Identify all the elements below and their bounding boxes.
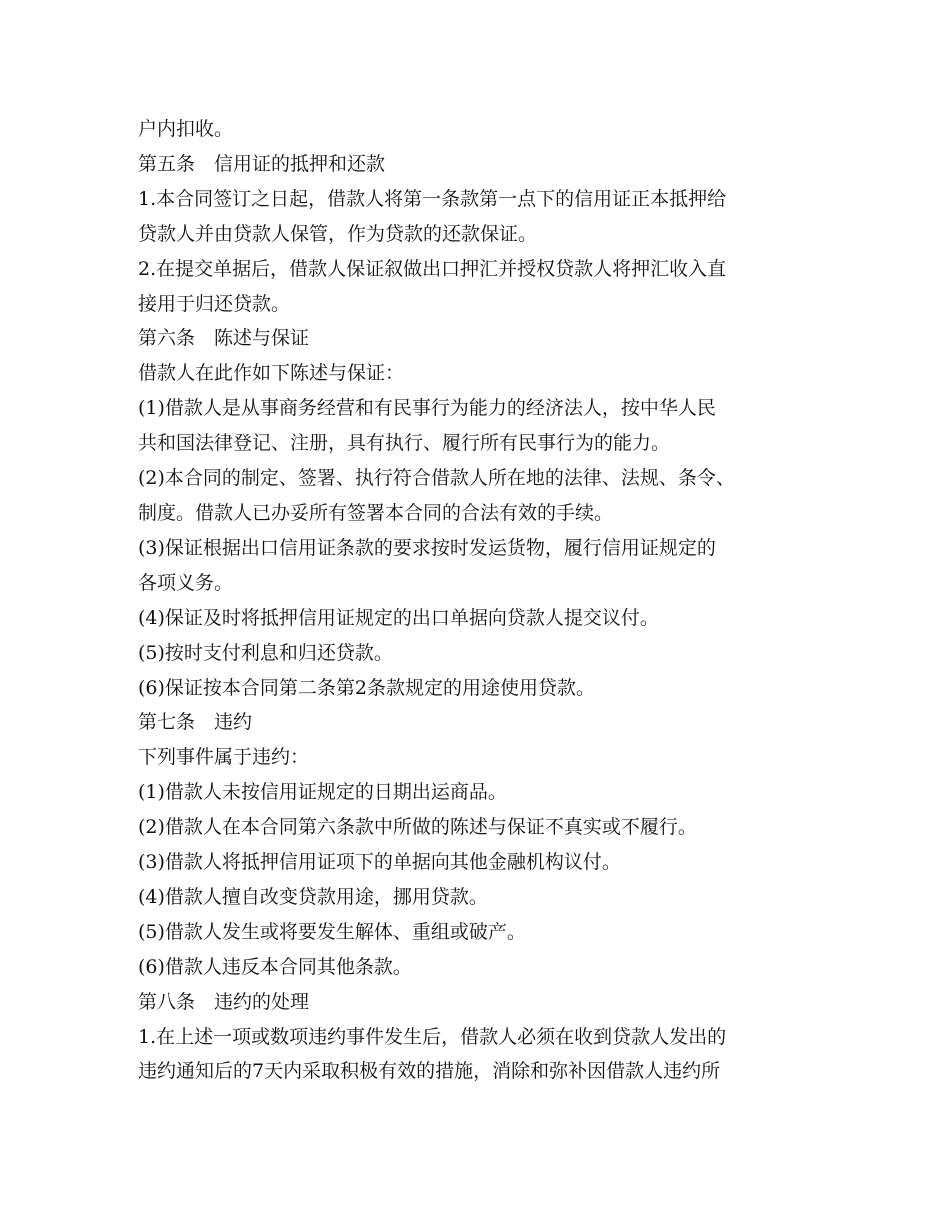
text-line: (3)借款人将抵押信用证项下的单据向其他金融机构议付。 [138, 851, 621, 874]
article-heading: 第六条 陈述与保证 [138, 327, 310, 350]
text-line: (5)按时支付利息和归还贷款。 [138, 641, 393, 664]
article-heading: 第七条 违约 [138, 711, 253, 734]
text-line: 接用于归还贷款。 [138, 292, 291, 315]
text-line: 贷款人并由贷款人保管，作为贷款的还款保证。 [138, 222, 538, 245]
text-line: 借款人在此作如下陈述与保证： [138, 362, 405, 385]
text-line: (4)借款人擅自改变贷款用途，挪用贷款。 [138, 885, 488, 908]
text-line: (3)保证根据出口信用证条款的要求按时发运货物，履行信用证规定的 [138, 536, 716, 559]
text-line: (2)借款人在本合同第六条款中所做的陈述与保证不真实或不履行。 [138, 816, 697, 839]
text-line: (5)借款人发生或将要发生解体、重组或破产。 [138, 920, 526, 943]
text-line: 1.在上述一项或数项违约事件发生后，借款人必须在收到贷款人发出的 [138, 1025, 727, 1048]
text-line: (4)保证及时将抵押信用证规定的出口单据向贷款人提交议付。 [138, 606, 659, 629]
text-line: 下列事件属于违约： [138, 746, 310, 769]
document-body [138, 112, 828, 1089]
article-heading: 第五条 信用证的抵押和还款 [138, 152, 386, 175]
text-line: (1)借款人未按信用证规定的日期出运商品。 [138, 781, 507, 804]
text-line: 户内扣收。 [138, 118, 234, 140]
text-line: 违约通知后的7天内采取积极有效的措施，消除和弥补因借款人违约所 [138, 1060, 721, 1083]
text-line: 1.本合同签订之日起，借款人将第一条款第一点下的信用证正本抵押给 [138, 187, 727, 210]
article-heading: 第八条 违约的处理 [138, 990, 310, 1013]
text-line: 2.在提交单据后，借款人保证叙做出口押汇并授权贷款人将押汇收入直 [138, 257, 727, 280]
text-line: (6)借款人违反本合同其他条款。 [138, 955, 412, 978]
text-line: 共和国法律登记、注册，具有执行、履行所有民事行为的能力。 [138, 432, 671, 455]
text-line: (2)本合同的制定、签署、执行符合借款人所在地的法律、法规、条令、 [138, 467, 735, 490]
text-line: 各项义务。 [138, 571, 234, 594]
text-line: (6)保证按本合同第二条第2条款规定的用途使用贷款。 [138, 676, 596, 699]
text-line: 制度。借款人已办妥所有签署本合同的合法有效的手续。 [138, 501, 614, 524]
text-line: (1)借款人是从事商务经营和有民事行为能力的经济法人，按中华人民 [138, 397, 716, 420]
